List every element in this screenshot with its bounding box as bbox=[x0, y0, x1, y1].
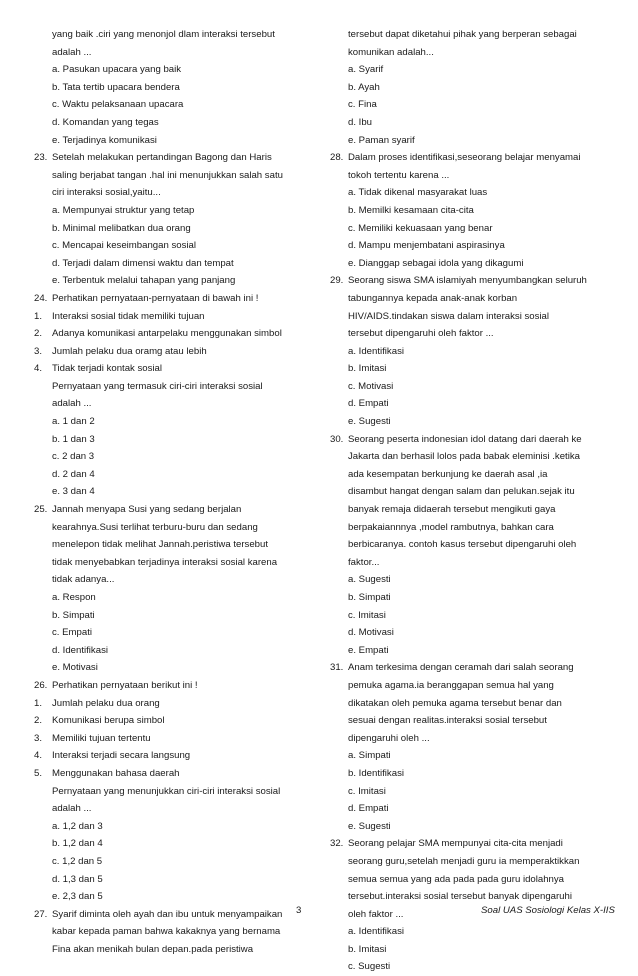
line-text: Interaksi terjadi secara langsung bbox=[52, 750, 191, 762]
text-line bbox=[330, 220, 616, 238]
line-text: a. Pasukan upacara yang baik bbox=[52, 64, 182, 76]
text-line bbox=[330, 466, 616, 484]
line-text: d. 1,3 dan 5 bbox=[52, 873, 103, 885]
line-text: b. 1,2 dan 4 bbox=[52, 838, 103, 850]
line-number: 23. bbox=[34, 152, 48, 164]
line-text: tabungannya kepada anak-anak korban bbox=[348, 292, 518, 304]
text-line bbox=[34, 783, 314, 801]
text-line bbox=[330, 659, 616, 677]
line-text: d. Empati bbox=[348, 803, 389, 815]
line-text: Syarif diminta oleh ayah dan ibu untuk menyampaikan bbox=[52, 908, 283, 920]
line-text: c. Imitasi bbox=[348, 785, 386, 797]
line-text: b. Minimal melibatkan dua orang bbox=[52, 222, 191, 234]
text-line bbox=[34, 923, 314, 941]
line-text: berpakaiannnya ,model rambutnya, bahkan cara bbox=[348, 521, 554, 533]
text-line bbox=[34, 395, 314, 413]
line-text: Jakarta dan berhasil lolos pada babak eleminisi .ketika bbox=[348, 451, 580, 463]
line-text: b. Tata tertib upacara bendera bbox=[52, 81, 180, 93]
line-text: ada kesempatan berkunjung ke daerah asal ,ia bbox=[348, 468, 548, 480]
line-text: dikatakan oleh pemuka agama tersebut benar dan bbox=[348, 697, 562, 709]
line-text: tidak adanya... bbox=[52, 574, 115, 586]
line-text: adalah ... bbox=[52, 803, 92, 815]
text-line bbox=[330, 237, 616, 255]
line-text: b. Memilki kesamaan cita-cita bbox=[348, 204, 474, 216]
line-text: Setelah melakukan pertandingan Bagong dan Haris bbox=[52, 152, 272, 164]
text-line bbox=[34, 589, 314, 607]
line-text: tersebut.interaksi sosial tersebut banyak dipengaruhi bbox=[348, 891, 572, 903]
line-text: a. Mempunyai struktur yang tetap bbox=[52, 204, 195, 216]
line-text: semua semua yang ada pada pada guru idolahnya bbox=[348, 873, 565, 885]
line-number: 30. bbox=[330, 433, 344, 445]
text-line bbox=[34, 308, 314, 326]
text-line bbox=[330, 554, 616, 572]
text-line bbox=[34, 466, 314, 484]
line-text: e. Motivasi bbox=[52, 662, 98, 674]
text-line bbox=[34, 659, 314, 677]
text-line bbox=[34, 624, 314, 642]
left-column bbox=[34, 26, 314, 958]
text-line bbox=[34, 941, 314, 959]
text-line bbox=[34, 571, 314, 589]
text-line bbox=[34, 554, 314, 572]
line-number: 27. bbox=[34, 908, 48, 920]
line-number: 25. bbox=[34, 504, 48, 516]
line-text: Jumlah pelaku dua orang bbox=[52, 697, 160, 709]
text-line bbox=[330, 149, 616, 167]
text-line bbox=[330, 79, 616, 97]
text-line bbox=[330, 308, 616, 326]
line-text: b. Simpati bbox=[348, 592, 391, 603]
text-line bbox=[330, 26, 616, 44]
text-line bbox=[330, 571, 616, 589]
text-line bbox=[330, 167, 616, 185]
line-text: c. Motivasi bbox=[348, 380, 394, 392]
line-text: komunikan adalah... bbox=[348, 46, 434, 58]
text-line bbox=[330, 448, 616, 466]
line-text: c. Mencapai keseimbangan sosial bbox=[52, 240, 196, 252]
line-text: adalah ... bbox=[52, 46, 92, 58]
text-line bbox=[34, 871, 314, 889]
text-line bbox=[34, 712, 314, 730]
line-text: d. 2 dan 4 bbox=[52, 468, 95, 480]
text-line bbox=[330, 923, 616, 941]
line-text: Memiliki tujuan tertentu bbox=[52, 732, 151, 744]
text-line bbox=[34, 325, 314, 343]
line-text: tersebut dapat diketahui pihak yang berperan sebagai bbox=[348, 29, 577, 40]
text-line bbox=[34, 835, 314, 853]
line-text: e. Dianggap sebagai idola yang dikagumi bbox=[348, 257, 524, 269]
text-line bbox=[330, 835, 616, 853]
line-text: ciri interaksi sosial,yaitu... bbox=[52, 187, 161, 199]
line-text: c. Empati bbox=[52, 627, 92, 639]
text-line bbox=[330, 607, 616, 625]
line-text: c. 2 dan 3 bbox=[52, 451, 95, 463]
text-line bbox=[330, 325, 616, 343]
text-line bbox=[34, 114, 314, 132]
text-line bbox=[34, 255, 314, 273]
text-line bbox=[34, 96, 314, 114]
line-number: 4. bbox=[34, 363, 43, 375]
line-text: Perhatikan pernyataan berikut ini ! bbox=[52, 679, 198, 691]
line-text: d. Ibu bbox=[348, 116, 373, 128]
line-text: Adanya komunikasi antarpelaku menggunakan simbol bbox=[52, 328, 282, 340]
line-text: sesuai dengan realitas.interaksi sosial tersebut bbox=[348, 715, 547, 727]
line-text: Dalam proses identifikasi,seseorang belajar menyamai bbox=[348, 152, 581, 164]
text-line bbox=[34, 853, 314, 871]
text-line bbox=[330, 941, 616, 959]
text-line bbox=[34, 202, 314, 220]
line-text: adalah ... bbox=[52, 398, 92, 410]
line-text: c. Imitasi bbox=[348, 609, 386, 621]
line-text: Seorang siswa SMA islamiyah menyumbangkan seluruh bbox=[348, 275, 587, 287]
line-text: e. Empati bbox=[348, 644, 389, 656]
line-text: kearahnya.Susi terlihat terburu-buru dan sedang bbox=[52, 521, 258, 533]
text-line bbox=[34, 184, 314, 202]
text-line bbox=[34, 290, 314, 308]
line-text: tersebut dipengaruhi oleh faktor ... bbox=[348, 328, 494, 340]
text-line bbox=[330, 958, 616, 976]
line-text: a. Tidak dikenal masyarakat luas bbox=[348, 187, 488, 199]
line-text: Interaksi sosial tidak memiliki tujuan bbox=[52, 310, 205, 322]
line-number: 32. bbox=[330, 838, 344, 850]
text-line bbox=[34, 747, 314, 765]
line-text: d. Mampu menjembatani aspirasinya bbox=[348, 240, 505, 252]
line-text: Jannah menyapa Susi yang sedang berjalan bbox=[52, 504, 242, 516]
line-text: disambut hangat dengan salam dan pelukan.sejak itu bbox=[348, 486, 575, 498]
line-text: berbicaranya. contoh kasus tersebut dipengaruhi oleh bbox=[348, 539, 577, 551]
line-text: Pernyataan yang termasuk ciri-ciri interaksi sosial bbox=[52, 380, 263, 392]
text-line bbox=[34, 220, 314, 238]
text-line bbox=[34, 695, 314, 713]
line-text: c. Memiliki kekuasaan yang benar bbox=[348, 222, 493, 234]
line-text: Komunikasi berupa simbol bbox=[52, 715, 165, 727]
text-line bbox=[34, 888, 314, 906]
text-line bbox=[34, 818, 314, 836]
text-line bbox=[330, 413, 616, 431]
line-number: 3. bbox=[34, 345, 43, 357]
line-text: e. Terjadinya komunikasi bbox=[52, 134, 157, 146]
line-text: tokoh tertentu karena ... bbox=[348, 169, 450, 181]
line-text: kabar kepada paman bahwa kakaknya yang bernama bbox=[52, 926, 281, 938]
text-line bbox=[34, 413, 314, 431]
line-text: yang baik .ciri yang menonjol dlam interaksi tersebut bbox=[52, 29, 275, 40]
line-text: Anam terkesima dengan ceramah dari salah seorang bbox=[348, 662, 574, 674]
text-line bbox=[34, 132, 314, 150]
text-line bbox=[330, 695, 616, 713]
text-line bbox=[330, 44, 616, 62]
line-text: c. Fina bbox=[348, 99, 377, 111]
line-text: Seorang peserta indonesian idol datang dari daerah ke bbox=[348, 433, 582, 445]
text-line bbox=[34, 237, 314, 255]
text-line bbox=[330, 132, 616, 150]
line-text: e. 2,3 dan 5 bbox=[52, 891, 103, 903]
line-text: c. 1,2 dan 5 bbox=[52, 855, 103, 867]
line-text: e. Paman syarif bbox=[348, 134, 415, 146]
line-text: a. 1 dan 2 bbox=[52, 416, 95, 428]
line-text: d. Terjadi dalam dimensi waktu dan tempat bbox=[52, 257, 234, 269]
text-line bbox=[330, 730, 616, 748]
text-line bbox=[330, 818, 616, 836]
line-text: faktor... bbox=[348, 556, 380, 568]
line-text: Jumlah pelaku dua oramg atau lebih bbox=[52, 345, 207, 357]
line-text: tidak menyebabkan terjadinya interaksi sosial karena bbox=[52, 556, 278, 568]
text-line bbox=[34, 906, 314, 924]
line-text: b. Simpati bbox=[52, 609, 95, 621]
page-footer-title: Soal UAS Sosiologi Kelas X-IIS bbox=[481, 905, 615, 916]
text-line bbox=[330, 501, 616, 519]
text-line bbox=[34, 431, 314, 449]
line-number: 28. bbox=[330, 152, 344, 164]
text-line bbox=[34, 501, 314, 519]
text-line bbox=[330, 343, 616, 361]
text-line bbox=[330, 431, 616, 449]
line-text: Perhatikan pernyataan-pernyataan di bawah ini ! bbox=[52, 292, 259, 304]
line-text: a. Identifikasi bbox=[348, 345, 404, 357]
line-text: b. Imitasi bbox=[348, 943, 387, 955]
text-line bbox=[34, 800, 314, 818]
line-number: 2. bbox=[34, 715, 43, 727]
text-line bbox=[34, 79, 314, 97]
text-line bbox=[330, 114, 616, 132]
line-text: e. Sugesti bbox=[348, 820, 391, 832]
text-line bbox=[330, 483, 616, 501]
line-text: b. 1 dan 3 bbox=[52, 433, 95, 445]
line-text: banyak remaja didaerah tersebut mengikuti gaya bbox=[348, 504, 556, 516]
line-number: 1. bbox=[34, 310, 43, 322]
line-text: Menggunakan bahasa daerah bbox=[52, 767, 180, 779]
line-text: c. Sugesti bbox=[348, 961, 391, 973]
text-line bbox=[330, 255, 616, 273]
line-text: e. Terbentuk melalui tahapan yang panjang bbox=[52, 275, 236, 287]
text-line bbox=[34, 607, 314, 625]
line-text: b. Identifikasi bbox=[348, 767, 404, 779]
line-text: Pernyataan yang menunjukkan ciri-ciri interaksi sosial bbox=[52, 785, 281, 797]
text-line bbox=[34, 536, 314, 554]
line-text: c. Waktu pelaksanaan upacara bbox=[52, 99, 184, 111]
text-line bbox=[34, 26, 314, 44]
line-text: a. Sugesti bbox=[348, 574, 391, 586]
line-text: d. Identifikasi bbox=[52, 644, 108, 656]
text-line bbox=[330, 395, 616, 413]
right-column bbox=[330, 26, 616, 976]
line-text: e. 3 dan 4 bbox=[52, 486, 95, 498]
text-line bbox=[34, 44, 314, 62]
text-line bbox=[330, 536, 616, 554]
line-number: 26. bbox=[34, 679, 48, 691]
text-line bbox=[330, 871, 616, 889]
text-line bbox=[330, 378, 616, 396]
text-line bbox=[34, 448, 314, 466]
line-text: saling berjabat tangan .hal ini menunjukkan salah satu bbox=[52, 169, 283, 181]
text-line bbox=[34, 61, 314, 79]
text-line bbox=[330, 783, 616, 801]
line-text: e. Sugesti bbox=[348, 416, 391, 428]
line-text: Tidak terjadi kontak sosial bbox=[52, 363, 163, 375]
text-line bbox=[34, 483, 314, 501]
text-line bbox=[330, 712, 616, 730]
text-line bbox=[330, 290, 616, 308]
page-number: 3 bbox=[296, 905, 302, 916]
text-line bbox=[34, 167, 314, 185]
line-text: a. Respon bbox=[52, 592, 96, 603]
line-number: 24. bbox=[34, 292, 48, 304]
line-text: a. 1,2 dan 3 bbox=[52, 820, 103, 832]
line-number: 29. bbox=[330, 275, 344, 287]
line-text: b. Imitasi bbox=[348, 363, 387, 375]
text-line bbox=[330, 519, 616, 537]
text-line bbox=[34, 519, 314, 537]
text-line bbox=[330, 589, 616, 607]
line-text: pemuka agama.ia beranggapan semua hal yang bbox=[348, 679, 554, 691]
line-text: a. Identifikasi bbox=[348, 926, 404, 938]
line-text: dipengaruhi oleh ... bbox=[348, 732, 430, 744]
text-line bbox=[34, 343, 314, 361]
line-text: Fina akan menikah bulan depan.pada peristiwa bbox=[52, 943, 254, 955]
text-line bbox=[330, 765, 616, 783]
line-number: 3. bbox=[34, 732, 43, 744]
text-line bbox=[330, 853, 616, 871]
text-line bbox=[34, 272, 314, 290]
line-text: d. Komandan yang tegas bbox=[52, 116, 159, 128]
text-line bbox=[330, 61, 616, 79]
text-line bbox=[34, 360, 314, 378]
line-number: 31. bbox=[330, 662, 344, 674]
line-number: 5. bbox=[34, 767, 43, 779]
line-text: a. Simpati bbox=[348, 750, 391, 762]
line-text: d. Empati bbox=[348, 398, 389, 410]
line-text: menelepon tidak melihat Jannah.peristiwa tersebut bbox=[52, 539, 268, 551]
text-line bbox=[330, 202, 616, 220]
line-number: 2. bbox=[34, 328, 43, 340]
text-line bbox=[34, 677, 314, 695]
text-line bbox=[330, 184, 616, 202]
text-line bbox=[330, 800, 616, 818]
line-text: HIV/AIDS.tindakan siswa dalam interaksi sosial bbox=[348, 310, 550, 322]
text-line bbox=[330, 360, 616, 378]
line-text: b. Ayah bbox=[348, 81, 380, 93]
text-line bbox=[330, 747, 616, 765]
text-line bbox=[34, 765, 314, 783]
line-text: Seorang pelajar SMA mempunyai cita-cita menjadi bbox=[348, 838, 563, 850]
text-line bbox=[34, 378, 314, 396]
line-text: d. Motivasi bbox=[348, 627, 394, 639]
text-line bbox=[330, 677, 616, 695]
text-line bbox=[330, 96, 616, 114]
line-number: 4. bbox=[34, 750, 43, 762]
text-line bbox=[330, 642, 616, 660]
text-line bbox=[34, 730, 314, 748]
text-line bbox=[330, 624, 616, 642]
line-text: oleh faktor ... bbox=[348, 908, 404, 920]
line-text: seorang guru,setelah menjadi guru ia memperaktikkan bbox=[348, 855, 580, 867]
line-text: a. Syarif bbox=[348, 64, 384, 76]
text-line bbox=[330, 272, 616, 290]
line-number: 1. bbox=[34, 697, 43, 709]
text-line bbox=[34, 642, 314, 660]
text-line bbox=[34, 149, 314, 167]
